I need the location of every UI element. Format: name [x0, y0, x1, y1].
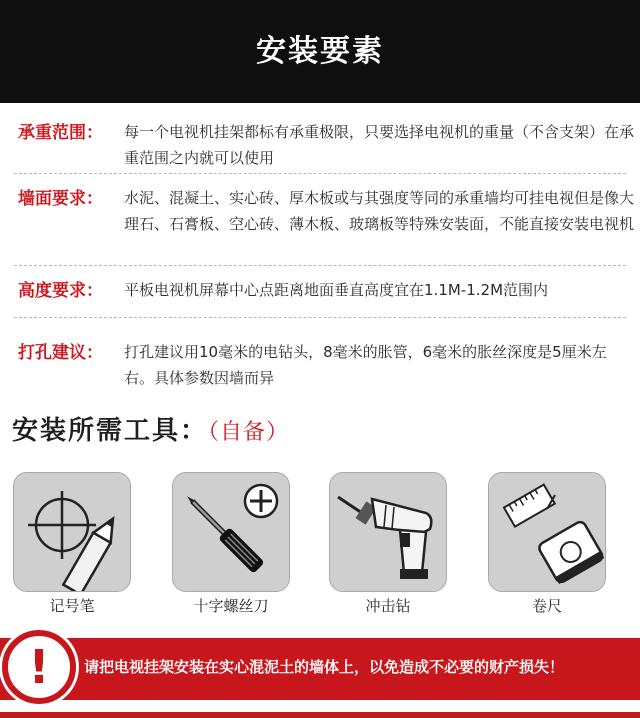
requirement-label: 承重范围： [18, 123, 103, 143]
tool-label: 卷尺 [531, 597, 562, 615]
divider [14, 173, 626, 174]
tool-label: 十字螺丝刀 [193, 597, 269, 615]
tool-marker [13, 472, 131, 616]
exclamation-icon: ! [2, 630, 76, 704]
warning-text: 请把电视挂架安装在实心混泥土的墙体上，以免造成不必要的财产损失！ [84, 658, 565, 676]
bottom-strip [0, 712, 640, 718]
marker-pen-icon [13, 472, 131, 592]
requirement-text: 每一个电视机挂架都标有承重极限，只要选择电视机的重量（不含支架）在承重范围之内就可以使用 [124, 123, 635, 167]
tool-label: 冲击钻 [365, 597, 411, 615]
requirement-label: 墙面要求： [18, 189, 103, 209]
tools-heading [12, 410, 289, 447]
tools-title: 安装所需工具： [12, 416, 209, 446]
requirement-label: 打孔建议： [18, 343, 103, 363]
requirement-label: 高度要求： [18, 281, 103, 301]
divider [14, 265, 626, 266]
tools-note: （自备） [208, 420, 290, 445]
phillips-screwdriver-icon [172, 472, 290, 592]
requirement-text: 水泥、混凝土、实心砖、厚木板或与其强度等同的承重墙均可挂电视但是像大理石、石膏板、空心砖、薄木板、玻璃板等特殊安装面，不能直接安装电视机 [124, 189, 635, 233]
impact-drill-icon [329, 472, 447, 592]
tool-tape-measure [488, 472, 606, 616]
tape-measure-icon [488, 472, 606, 592]
requirement-text: 打孔建议用10毫米的电钻头，8毫米的胀管，6毫米的胀丝深度是5厘米左右。具体参数因墙而异 [124, 343, 607, 387]
divider [14, 317, 626, 318]
warning-banner [0, 628, 640, 718]
tool-label: 记号笔 [49, 597, 95, 615]
tool-drill [329, 472, 447, 616]
page-title: 安装要素 [256, 34, 384, 69]
header-banner [0, 0, 640, 103]
requirement-text: 平板电视机屏幕中心点距离地面垂直高度宜在1.1M-1.2M范围内 [124, 281, 549, 299]
tool-screwdriver [172, 472, 290, 616]
